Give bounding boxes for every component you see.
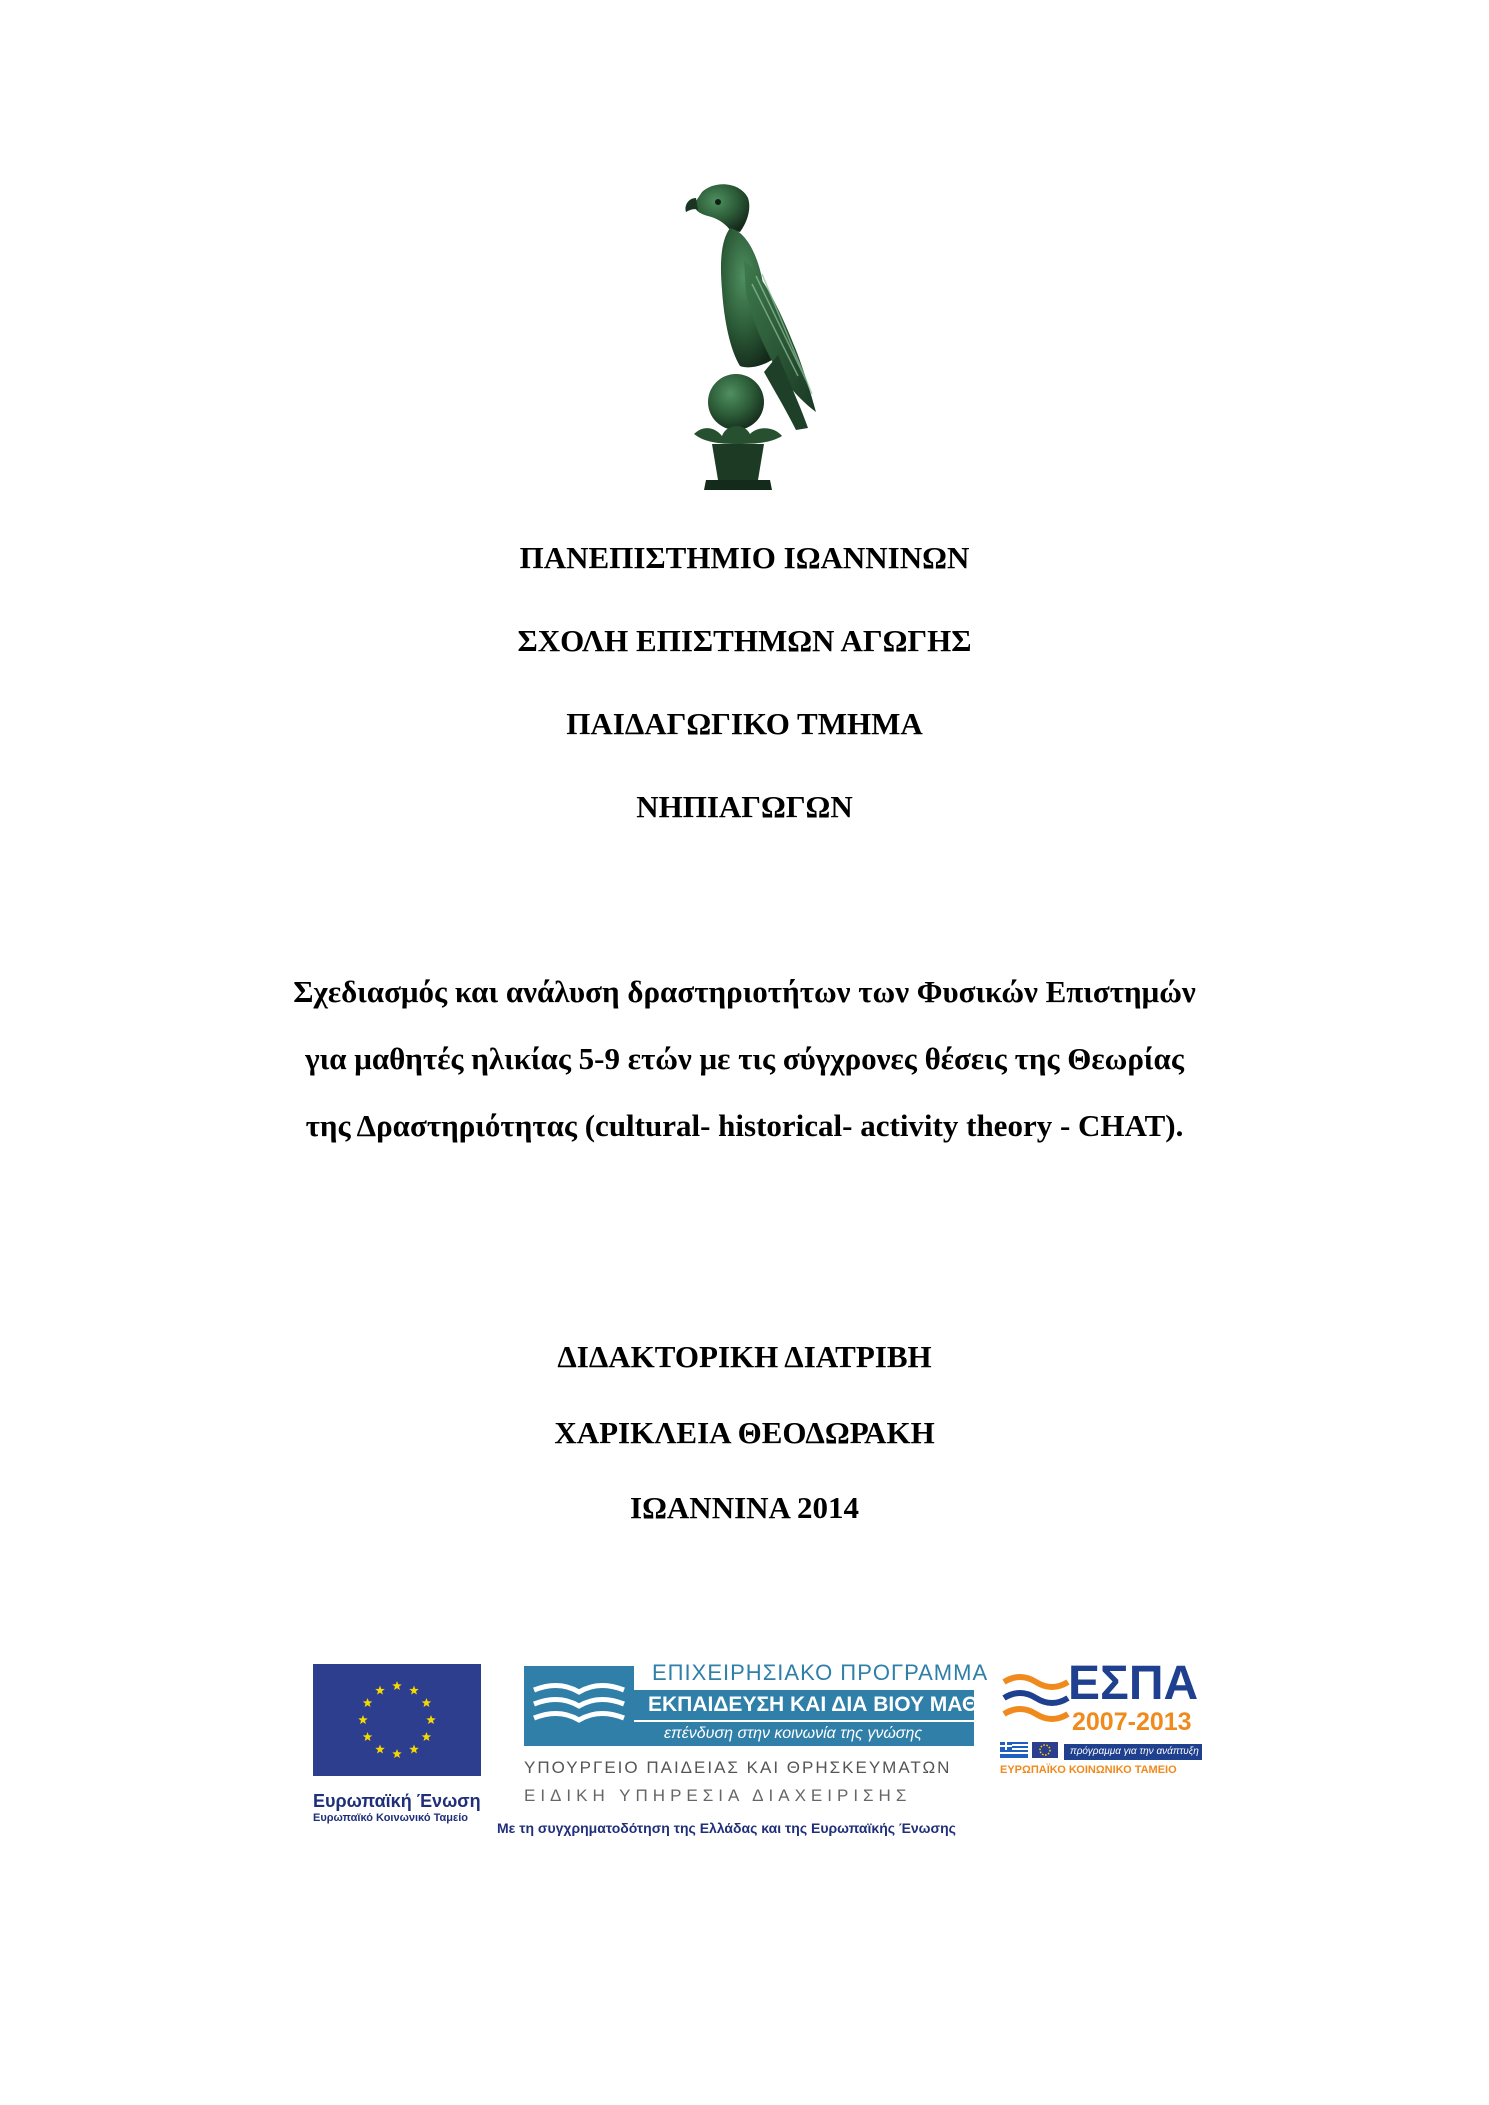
eu-mini-flag-icon bbox=[1032, 1742, 1058, 1758]
place-year: ΙΩΑΝΝΙΝΑ 2014 bbox=[630, 1490, 859, 1525]
program-name-bar bbox=[634, 1690, 1022, 1720]
espa-logo bbox=[1000, 1657, 1200, 1779]
eu-name: Ευρωπαϊκή Ένωση bbox=[313, 1791, 481, 1811]
thesis-title-line: για μαθητές ηλικίας 5-9 ετών με τις σύγχρονες θέσεις της Θεωρίας bbox=[305, 1041, 1184, 1076]
espa-name: ΕΣΠΑ bbox=[1068, 1657, 1199, 1710]
thesis-title-line: της Δραστηριότητας (cultural- historical- activity theory - CHAT). bbox=[305, 1108, 1184, 1143]
espa-fund: ΕΥΡΩΠΑΪΚΟ ΚΟΙΝΩΝΙΚΟ ΤΑΜΕΙΟ bbox=[1000, 1764, 1177, 1776]
eu-logo bbox=[313, 1664, 488, 1824]
author-name: ΧΑΡΙΚΛΕΙΑ ΘΕΟΔΩΡΑΚΗ bbox=[554, 1415, 935, 1450]
eu-fund: Ευρωπαϊκό Κοινωνικό Ταμείο bbox=[313, 1812, 468, 1824]
school-name: ΣΧΟΛΗ ΕΠΙΣΤΗΜΩΝ ΑΓΩΓΗΣ bbox=[517, 623, 972, 658]
espa-waves-icon bbox=[1000, 1668, 1070, 1728]
program-slogan: επένδυση στην κοινωνία της γνώσης bbox=[664, 1725, 923, 1742]
espa-years: 2007-2013 bbox=[1072, 1708, 1192, 1736]
program-slogan-bar bbox=[634, 1722, 974, 1746]
managing-service: ΕΙΔΙΚΗ ΥΠΗΡΕΣΙΑ ΔΙΑΧΕΙΡΙΣΗΣ bbox=[524, 1786, 912, 1805]
greece-flag-icon bbox=[1000, 1742, 1028, 1758]
department-name: ΠΑΙΔΑΓΩΓΙΚΟ ΤΜΗΜΑ bbox=[566, 706, 923, 741]
thesis-title bbox=[0, 958, 1489, 1159]
thesis-title-line: Σχεδιασμός και ανάλυση δραστηριοτήτων των Φυσικών Επιστημών bbox=[293, 974, 1196, 1009]
eagle-emblem bbox=[660, 180, 840, 500]
program-name: ΕΚΠΑΙΔΕΥΣΗ ΚΑΙ ΔΙΑ ΒΙΟΥ ΜΑΘΗΣΗ bbox=[648, 1693, 1022, 1716]
program-heading: ΕΠΙΧΕΙΡΗΣΙΑΚΟ ΠΡΟΓΡΑΜΜΑ bbox=[652, 1660, 989, 1685]
cofunding-note: Με τη συγχρηματοδότηση της Ελλάδας και της Ευρωπαϊκής Ένωσης bbox=[497, 1820, 956, 1836]
document-type: ΔΙΔΑΚΤΟΡΙΚΗ ΔΙΑΤΡΙΒΗ bbox=[557, 1339, 932, 1374]
university-name: ΠΑΝΕΠΙΣΤΗΜΙΟ ΙΩΑΝΝΙΝΩΝ bbox=[519, 540, 970, 575]
book-icon bbox=[524, 1660, 634, 1746]
ministry-name: ΥΠΟΥΡΓΕΙΟ ΠΑΙΔΕΙΑΣ ΚΑΙ ΘΡΗΣΚΕΥΜΑΤΩΝ bbox=[524, 1758, 952, 1777]
eu-flag-icon bbox=[313, 1664, 481, 1776]
espa-tagline: πρόγραμμα για την ανάπτυξη bbox=[1064, 1744, 1202, 1760]
department-subname: ΝΗΠΙΑΓΩΓΩΝ bbox=[636, 789, 853, 824]
